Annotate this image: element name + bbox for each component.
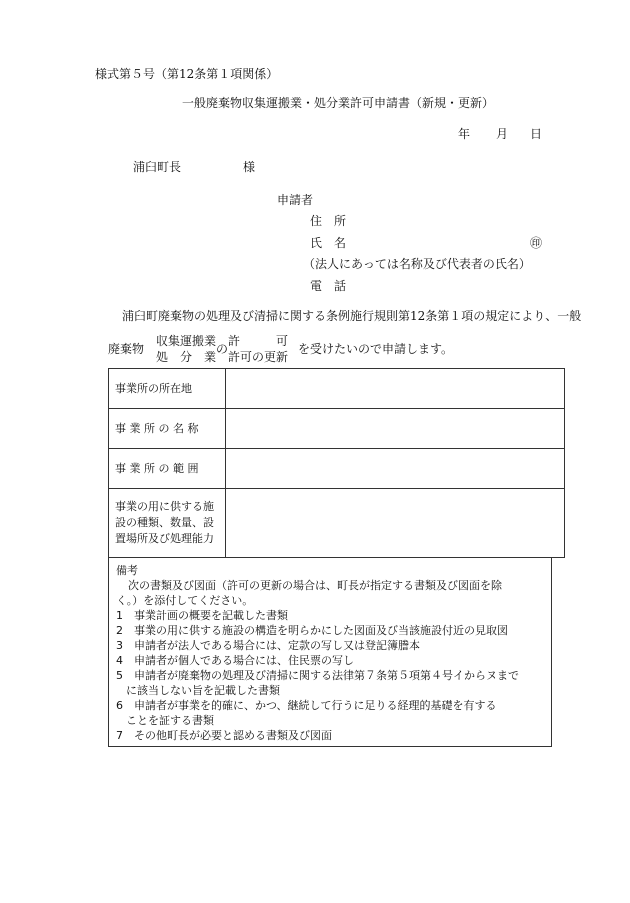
body-no: の [216,342,229,356]
seal-mark: ㊞ [530,236,543,250]
notes-item: 2 事業の用に供する施設の構造を明らかにした図面及び当該施設付近の見取図 [116,624,508,637]
corporate-note: （法人にあっては名称及び代表者の氏名） [303,257,531,271]
body-text-line1: 浦臼町廃棄物の処理及び清掃に関する条例施行規則第12条第１項の規定により、一般 [122,309,582,323]
body-permit-top: 許 可 [228,334,289,348]
applicant-heading: 申請者 [277,193,314,207]
office-name-field[interactable] [226,409,565,449]
notes-item-cont: に該当しない旨を記載した書類 [126,684,280,697]
name-label: 氏 名 [310,236,347,250]
document-title: 一般廃棄物収集運搬業・処分業許可申請書（新規・更新） [182,96,495,110]
date-day: 日 [530,127,543,141]
notes-intro-cont: く。）を添付してください。 [116,594,254,607]
notes-item: 6 申請者が事業を的確に、かつ、継続して行うに足りる経理的基礎を有する [116,699,497,712]
table-row [109,489,565,558]
notes-item: 3 申請者が法人である場合には、定款の写し又は登記簿謄本 [116,639,420,652]
notes-item: 1 事業計画の概要を記載した書類 [116,609,288,622]
body-tail: を受けたいので申請します。 [298,342,454,356]
notes-intro: 次の書類及び図面（許可の更新の場合は、町長が指定する書類及び図面を除 [128,579,502,592]
table-row [109,409,565,449]
body-permit-bottom: 許可の更新 [228,350,289,364]
address-label: 住 所 [310,214,347,228]
date-month: 月 [496,127,509,141]
body-waste: 廃棄物 [108,342,145,356]
table-row [109,369,565,409]
notes-item: 5 申請者が廃棄物の処理及び清掃に関する法律第７条第５項第４号イからヌまで [116,669,519,682]
body-text-line2 [108,334,568,364]
notes-item: 4 申請者が個人である場合には、住民票の写し [116,654,354,667]
office-area-field[interactable] [226,449,565,489]
body-business-bottom: 処 分 業 [156,350,217,364]
addressee-name: 浦臼町長 [133,160,182,174]
form-number: 様式第５号（第12条第１項関係） [95,67,279,81]
facility-field[interactable] [226,489,565,558]
row-label: 事業所の所在地 [109,369,226,409]
date-line [458,127,542,141]
notes-item-cont: ことを証する書類 [126,714,214,727]
addressee-honorific: 様 [243,160,256,174]
date-year: 年 [458,127,471,141]
addressee [133,160,255,174]
row-label: 事 業 所 の 名 称 [109,409,226,449]
body-business-top: 収集運搬業 [156,334,217,348]
location-field[interactable] [226,369,565,409]
application-table [108,368,565,558]
table-row [109,449,565,489]
row-label: 事 業 所 の 範 囲 [109,449,226,489]
notes-item: 7 その他町長が必要と認める書類及び図面 [116,729,332,742]
row-label: 事業の用に供する施設の種類、数量、設置場所及び処理能力 [109,489,226,558]
notes-heading: 備考 [116,564,138,577]
phone-label: 電 話 [310,279,347,293]
notes-section [108,557,552,747]
